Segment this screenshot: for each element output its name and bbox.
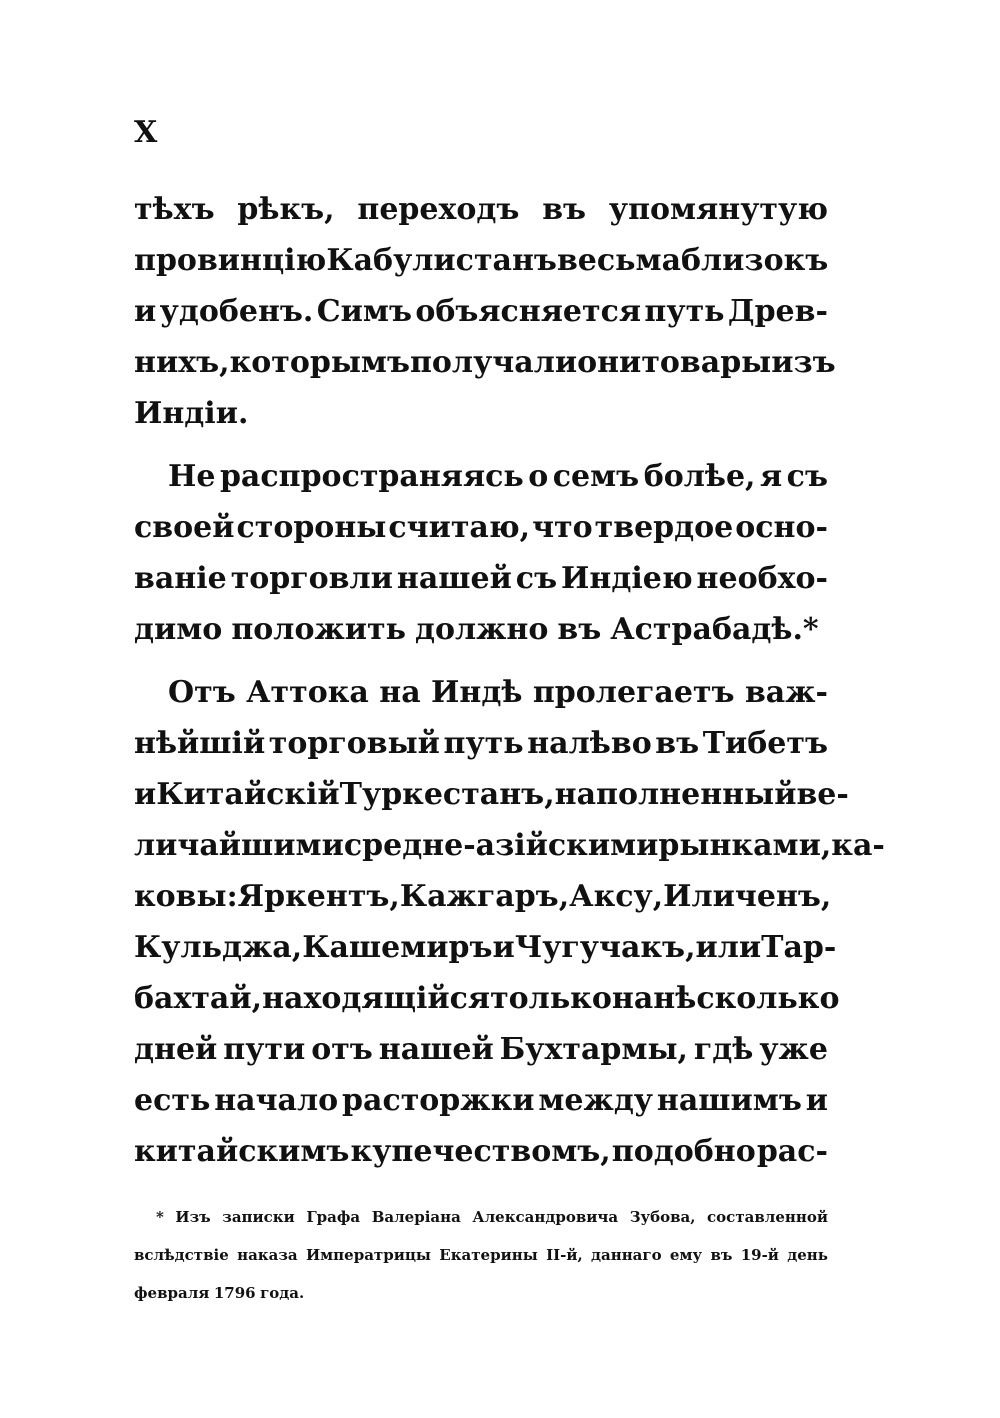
word: въ (710, 1246, 733, 1264)
word: Туркестанъ, (339, 777, 555, 812)
text-line (134, 1075, 828, 1126)
word: ковы: (134, 879, 238, 914)
word: торговли (230, 561, 393, 596)
word: весьма (556, 243, 682, 278)
word: Кашемиръ (302, 930, 493, 965)
text-line (134, 718, 828, 769)
word: Симъ (316, 294, 412, 329)
word: Аксу, (569, 879, 664, 914)
word: Екатерины (439, 1246, 538, 1264)
page-number: X (134, 115, 158, 150)
word: я (760, 459, 783, 494)
word: Кульджа, (134, 930, 303, 965)
word: рѣкъ, (237, 192, 335, 227)
word: личайшими (134, 828, 344, 863)
word: въ (557, 612, 602, 647)
word: необхо- (696, 561, 828, 596)
word: осно- (735, 510, 828, 545)
word: они (577, 345, 642, 380)
word: наполненный (554, 777, 797, 812)
word: путь (644, 294, 725, 329)
word: должно (414, 612, 549, 647)
word: нѣйшій (134, 726, 266, 761)
word: удобенъ. (159, 294, 314, 329)
text-line (134, 871, 832, 922)
word: переходъ (357, 192, 520, 227)
word: болѣе, (643, 459, 756, 494)
word: на (611, 981, 654, 1016)
footnote-line (134, 1274, 828, 1312)
text-line (134, 769, 849, 820)
word: положить (231, 612, 406, 647)
word: и (805, 1083, 828, 1118)
word: записки (222, 1208, 295, 1226)
paragraph-3 (134, 667, 885, 1177)
word: нашимъ (656, 1083, 802, 1118)
word: торговый (268, 726, 440, 761)
word: начало (214, 1083, 339, 1118)
word: нашей (396, 561, 512, 596)
word: гдѣ (693, 1032, 754, 1067)
word: Не (168, 459, 216, 494)
word: Изъ (175, 1208, 211, 1226)
text-line (134, 1024, 828, 1075)
word: ему (669, 1246, 703, 1264)
word: * (156, 1208, 164, 1226)
word: твердое (594, 510, 734, 545)
word: тѣхъ (134, 192, 215, 227)
word: Тибетъ (702, 726, 828, 761)
word: димо (134, 612, 223, 647)
word: своей (134, 510, 235, 545)
word: II-й, (546, 1246, 583, 1264)
word: Иличенъ, (663, 879, 832, 914)
word: Яркентъ, (237, 879, 400, 914)
text-line (134, 667, 828, 718)
word: семъ (552, 459, 640, 494)
word: провинцію (134, 243, 327, 278)
text-line (134, 922, 837, 973)
word: даннаго (591, 1246, 662, 1264)
word: и (492, 930, 515, 965)
word: и (134, 294, 157, 329)
word: нашей (378, 1032, 494, 1067)
word: рас- (756, 1134, 828, 1169)
text-line (134, 286, 828, 337)
word: Астрабадѣ.* (610, 612, 819, 647)
text-line (134, 235, 828, 286)
word: ваніе (134, 561, 227, 596)
text-line (134, 184, 828, 235)
word: дней (134, 1032, 218, 1067)
word: Тар- (761, 930, 837, 965)
word: упомянутую (608, 192, 828, 227)
word: объясняется (415, 294, 642, 329)
word: Кажгаръ, (399, 879, 570, 914)
word: налѣво (527, 726, 652, 761)
word: близокъ (681, 243, 829, 278)
word: Бухтармы, (499, 1032, 688, 1067)
word: изъ (771, 345, 836, 380)
word: отъ (311, 1032, 373, 1067)
word: о (528, 459, 549, 494)
word: только (490, 981, 612, 1016)
word: Валеріана (371, 1208, 461, 1226)
word: важ- (744, 675, 828, 710)
word: товары (641, 345, 772, 380)
word: находящійся (262, 981, 491, 1016)
word: Отъ (168, 675, 236, 710)
word: года. (260, 1284, 305, 1302)
word: средне-азійскими (343, 828, 659, 863)
word: день (787, 1246, 828, 1264)
word: между (538, 1083, 654, 1118)
text-line (134, 604, 828, 655)
word: на (379, 675, 421, 710)
footnote-line (134, 1198, 828, 1236)
word: Графа (306, 1208, 361, 1226)
word: Зубова, (629, 1208, 696, 1226)
word: путь (443, 726, 524, 761)
word: съ (786, 459, 828, 494)
word: есть (134, 1083, 211, 1118)
word: нихъ, (134, 345, 230, 380)
text-line (134, 973, 840, 1024)
word: 1796 (213, 1284, 256, 1302)
word: считаю, (388, 510, 531, 545)
word: уже (759, 1032, 828, 1067)
word: составленной (707, 1208, 828, 1226)
word: Индіею (561, 561, 693, 596)
word: китайскимъ (134, 1134, 350, 1169)
footnote (134, 1198, 828, 1312)
word: наказа (237, 1246, 298, 1264)
word: Императрицы (305, 1246, 431, 1264)
text-line (134, 820, 885, 871)
word: Индіи. (134, 396, 249, 431)
word: бахтай, (134, 981, 263, 1016)
word: и (134, 777, 157, 812)
word: Индѣ (431, 675, 523, 710)
paragraph-1 (134, 184, 836, 439)
word: рынками, (658, 828, 832, 863)
word: Александровича (472, 1208, 619, 1226)
text-line (134, 1126, 828, 1177)
word: подобно (611, 1134, 756, 1169)
word: ка- (831, 828, 885, 863)
word: которымъ (229, 345, 410, 380)
text-line (134, 388, 828, 439)
word: вслѣдствіе (134, 1246, 229, 1264)
main-text (134, 184, 885, 1177)
word: пути (223, 1032, 306, 1067)
word: распространяясь (219, 459, 524, 494)
word: или (695, 930, 762, 965)
word: купечествомъ, (350, 1134, 611, 1169)
text-line (134, 553, 828, 604)
word: Аттока (246, 675, 369, 710)
word: пролегаетъ (532, 675, 735, 710)
word: въ (542, 192, 587, 227)
word: что (532, 510, 593, 545)
word: 19-й (740, 1246, 779, 1264)
word: февраля (134, 1284, 210, 1302)
paragraph-2 (134, 451, 828, 655)
footnote-line (134, 1236, 828, 1274)
word: съ (515, 561, 558, 596)
word: въ (655, 726, 700, 761)
word: Китайскій (156, 777, 340, 812)
word: стороны (236, 510, 387, 545)
word: получали (409, 345, 578, 380)
word: нѣсколько (653, 981, 840, 1016)
word: Древ- (727, 294, 828, 329)
word: Чугучакъ, (514, 930, 696, 965)
text-line (134, 337, 836, 388)
word: ве- (796, 777, 849, 812)
text-line (134, 502, 828, 553)
text-line (134, 451, 828, 502)
word: расторжки (342, 1083, 535, 1118)
word: Кабулистанъ (326, 243, 557, 278)
